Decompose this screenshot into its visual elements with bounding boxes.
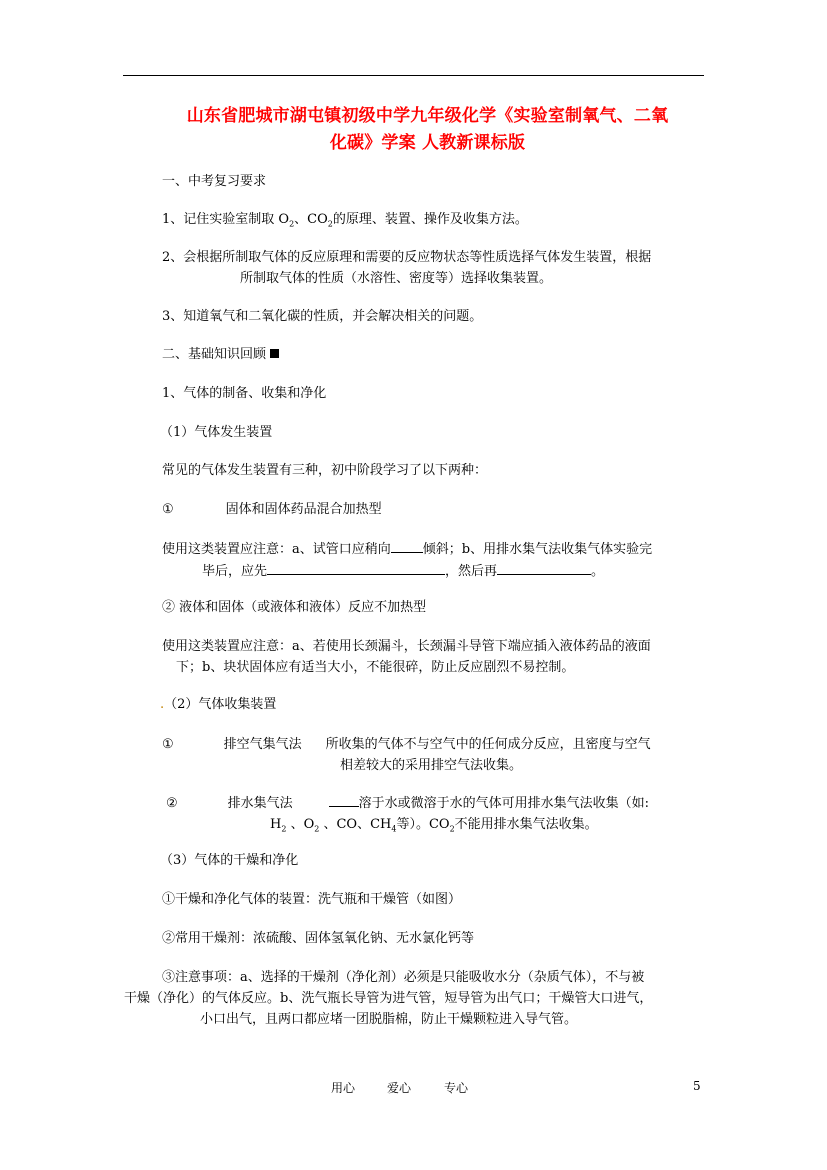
footer-motto-3: 专心 [444, 1081, 469, 1095]
document-title [150, 103, 705, 157]
title-line-1: 山东省肥城市湖屯镇初级中学九年级化学《实验室制氧气、二氧 [186, 106, 669, 126]
blank-fill-4[interactable] [329, 792, 359, 807]
generator-type-1-note: 使用这类装置应注意：a、试管口应稍向 倾斜；b、用排水集气法收集气体实验完 毕后，应先 ，然后再 。 [162, 538, 652, 582]
section-2-heading: 二、基础知识回顾 [162, 344, 279, 365]
footer-motto-2: 爱心 [387, 1081, 412, 1095]
subsection-gas-preparation: 1、气体的制备、收集和净化 [162, 386, 327, 401]
section-1-heading: 一、中考复习要求 [162, 174, 267, 189]
blank-fill-1[interactable] [391, 538, 423, 553]
drying-point-3: ③注意事项：a、选择的干燥剂（净化剂）必须是只能吸收水分（杂质气体），不与被 干燥（净化）的气体反应。b、洗气瓶长导管为进气管，短导管为出气口；干燥管大口进气， 小口出气，且两口都应堵一团脱脂棉，防止干燥颗粒进入导气管。 [124, 970, 653, 1027]
blank-fill-3[interactable] [497, 560, 591, 575]
drying-point-2: ②常用干燥剂：浓硫酸、固体氢氧化钠、无水氯化钙等 [162, 931, 475, 946]
generator-heading: （1）气体发生装置 [160, 425, 273, 440]
requirement-2: 2、会根据所制取气体的反应原理和需要的反应物状态等性质选择气体发生装置，根据 所制取气体的性质（水溶性、密度等）选择收集装置。 [162, 250, 652, 286]
collection-heading: .（2）气体收集装置 [160, 697, 277, 712]
footer-motto-1: 用心 [331, 1081, 356, 1095]
generator-intro: 常见的气体发生装置有三种，初中阶段学习了以下两种： [162, 463, 488, 478]
collection-method-1: ① 排空气集气法 所收集的气体不与空气中的任何成分反应，且密度与空气 相差较大的采用排空气法收集。 [162, 737, 651, 773]
requirement-1: 1、记住实验室制取 $O_2$、$CO_2$的原理、装置、操作及收集方法。 [162, 212, 528, 229]
blank-fill-2[interactable] [267, 560, 445, 575]
collection-method-2: ② 排水集气法 溶于水或微溶于水的气体可用排水集气法收集（如: $H_2$ 、$O_2$ 、CO、$CH_4$等）。$CO_2$不能用排水集气法收集。 [166, 792, 649, 835]
drying-heading: （3）气体的干燥和净化 [160, 853, 299, 868]
title-line-2: 化碳》学案 人教新课标版 [329, 133, 526, 153]
page-number: 5 [693, 1079, 701, 1093]
drying-point-1: ①干燥和净化气体的装置：洗气瓶和干燥管（如图） [162, 892, 462, 907]
generator-type-1: ① 固体和固体药品混合加热型 [162, 502, 382, 517]
square-bullet-icon [270, 349, 279, 358]
generator-type-2-note: 使用这类装置应注意：a、若使用长颈漏斗，长颈漏斗导管下端应插入液体药品的液面 下；b、块状固体应有适当大小，不能很碎，防止反应剧烈不易控制。 [162, 639, 651, 675]
requirement-3: 3、知道氧气和二氧化碳的性质，并会解决相关的问题。 [162, 309, 483, 324]
header-rule [123, 75, 704, 76]
generator-type-2: ② 液体和固体（或液体和液体）反应不加热型 [162, 600, 427, 615]
